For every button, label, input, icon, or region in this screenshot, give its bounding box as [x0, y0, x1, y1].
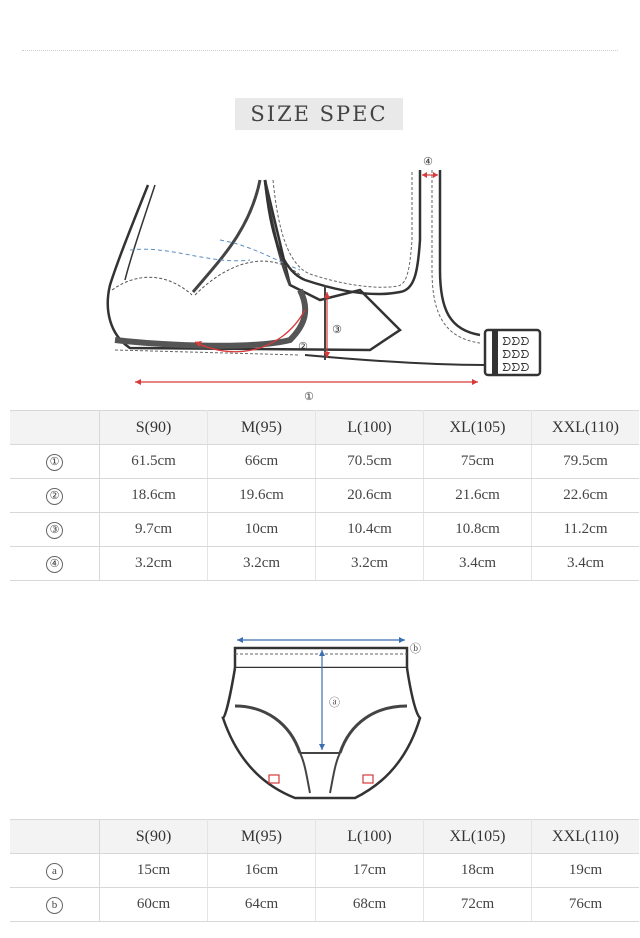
top-divider	[22, 50, 618, 51]
table-cell: 3.2cm	[208, 547, 316, 581]
table-cell: 18.6cm	[100, 479, 208, 513]
table-cell: 66cm	[208, 445, 316, 479]
table-cell: 10cm	[208, 513, 316, 547]
table-cell: 16cm	[208, 854, 316, 888]
panty-diagram	[215, 628, 430, 808]
header-size: XXL(110)	[532, 820, 640, 854]
table-cell: 9.7cm	[100, 513, 208, 547]
marker-2: ②	[298, 340, 308, 353]
page-title: SIZE SPEC	[235, 98, 403, 130]
table-cell: 3.4cm	[424, 547, 532, 581]
marker-1: ①	[304, 390, 314, 403]
header-blank	[10, 820, 100, 854]
header-size: L(100)	[316, 820, 424, 854]
table-row	[10, 854, 639, 888]
table-cell: 61.5cm	[100, 445, 208, 479]
header-size: XXL(110)	[532, 411, 640, 445]
table-cell: 60cm	[100, 888, 208, 922]
header-size: L(100)	[316, 411, 424, 445]
table-row	[10, 445, 639, 479]
row-label: ④	[46, 556, 63, 573]
table-cell: 15cm	[100, 854, 208, 888]
table-cell: 3.2cm	[316, 547, 424, 581]
table-cell: 72cm	[424, 888, 532, 922]
table-row	[10, 547, 639, 581]
table-cell: 70.5cm	[316, 445, 424, 479]
table-cell: 11.2cm	[532, 513, 640, 547]
svg-text:ᗤᗤᗤ: ᗤᗤᗤ	[502, 361, 530, 374]
row-label: ③	[46, 522, 63, 539]
table-cell: 68cm	[316, 888, 424, 922]
table-cell: 19.6cm	[208, 479, 316, 513]
header-blank	[10, 411, 100, 445]
table-row	[10, 513, 639, 547]
row-label: ①	[46, 454, 63, 471]
table-cell: 20.6cm	[316, 479, 424, 513]
table-cell: 79.5cm	[532, 445, 640, 479]
header-size: XL(105)	[424, 820, 532, 854]
marker-b: ⓑ	[410, 642, 421, 655]
table-cell: 64cm	[208, 888, 316, 922]
row-label: a	[46, 863, 63, 880]
table-cell: 21.6cm	[424, 479, 532, 513]
table-cell: 19cm	[532, 854, 640, 888]
table-cell: 10.4cm	[316, 513, 424, 547]
table-cell: 18cm	[424, 854, 532, 888]
marker-3: ③	[332, 323, 342, 336]
table-cell: 76cm	[532, 888, 640, 922]
bra-size-table	[10, 410, 639, 581]
panty-size-table	[10, 819, 639, 922]
bra-diagram	[100, 150, 545, 410]
marker-4: ④	[423, 155, 433, 168]
marker-a: ⓐ	[329, 696, 340, 709]
table-cell: 22.6cm	[532, 479, 640, 513]
header-size: XL(105)	[424, 411, 532, 445]
row-label: b	[46, 897, 63, 914]
table-cell: 3.2cm	[100, 547, 208, 581]
table-cell: 17cm	[316, 854, 424, 888]
svg-text:ᗤᗤᗤ: ᗤᗤᗤ	[502, 335, 530, 348]
row-label: ②	[46, 488, 63, 505]
table-row	[10, 479, 639, 513]
header-size: M(95)	[208, 820, 316, 854]
header-size: M(95)	[208, 411, 316, 445]
table-cell: 10.8cm	[424, 513, 532, 547]
table-cell: 75cm	[424, 445, 532, 479]
header-size: S(90)	[100, 820, 208, 854]
svg-text:ᗤᗤᗤ: ᗤᗤᗤ	[502, 348, 530, 361]
table-cell: 3.4cm	[532, 547, 640, 581]
header-size: S(90)	[100, 411, 208, 445]
table-row	[10, 888, 639, 922]
